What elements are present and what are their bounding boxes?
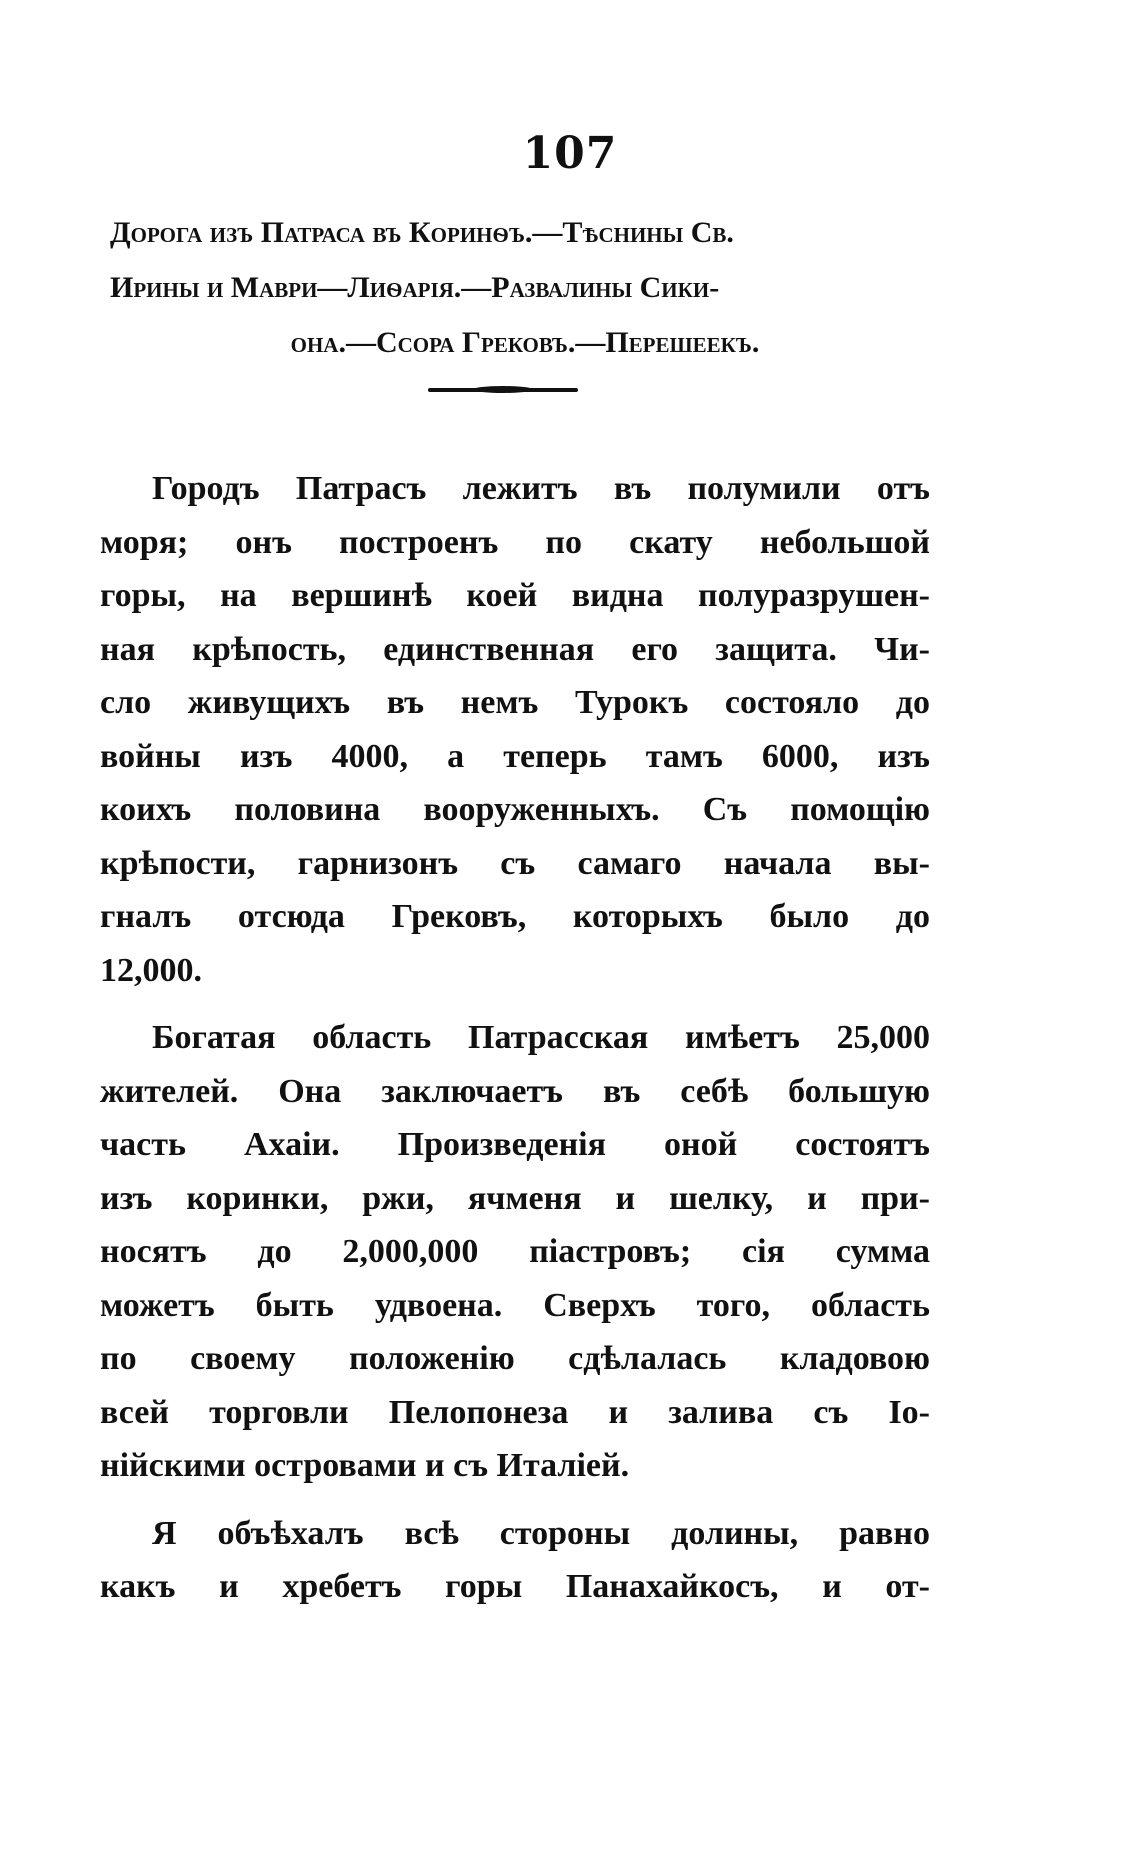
text-line: всей торговли Пелопонеза и залива съ Іо-: [100, 1393, 930, 1431]
heading-line: Дорога изъ Патраса въ Коринѳъ.—Тѣснины Св.: [110, 216, 734, 249]
text-line: какъ и хребетъ горы Панахайкосъ, и от-: [100, 1568, 930, 1605]
text-line: Богатая область Патрасская имѣетъ 25,000: [152, 1019, 930, 1056]
text-line: сло живущихъ въ немъ Турокъ состояло до: [100, 684, 930, 721]
text-line: моря; онъ построенъ по скату небольшой: [100, 523, 930, 561]
text-line: носятъ до 2,000,000 піастровъ; сія сумма: [100, 1233, 930, 1270]
heading-line: она.—Ссора Грековъ.—Перешеекъ.: [290, 326, 760, 359]
text-line: горы, на вершинѣ коей видна полуразрушен-: [100, 577, 930, 614]
text-line: нійскими островами и съ Италіей.: [100, 1447, 630, 1484]
paragraph-1: [100, 462, 930, 997]
text-line: по своему положенію сдѣлалась кладовою: [100, 1340, 930, 1377]
paragraph-2: [100, 1011, 930, 1493]
page-number: 107: [522, 128, 618, 179]
heading-line: Ирины и Маври—Лиѳарія.—Развалины Сики-: [110, 271, 720, 304]
ornamental-rule: [428, 388, 578, 392]
text-line: можетъ быть удвоена. Сверхъ того, область: [100, 1286, 930, 1324]
text-line: жителей. Она заключаетъ въ себѣ большую: [100, 1072, 930, 1110]
text-line: Я объѣхалъ всѣ стороны долины, равно: [152, 1514, 930, 1552]
text-line: крѣпости, гарнизонъ съ самаго начала вы-: [100, 844, 930, 882]
chapter-heading: [110, 205, 940, 370]
text-line: изъ коринки, ржи, ячменя и шелку, и при-: [100, 1179, 930, 1217]
text-line: часть Ахаіи. Произведенія оной состоятъ: [100, 1126, 930, 1163]
text-line: гналъ отсюда Грековъ, которыхъ было до: [100, 898, 930, 935]
text-line: коихъ половина вооруженныхъ. Съ помощію: [100, 791, 930, 828]
text-line: войны изъ 4000, а теперь тамъ 6000, изъ: [100, 737, 930, 775]
paragraph-3: [100, 1507, 930, 1614]
text-line: ная крѣпость, единственная его защита. Чи-: [100, 630, 930, 668]
body-text: [100, 462, 930, 1628]
text-line: Городъ Патрасъ лежитъ въ полумили отъ: [152, 470, 930, 507]
text-line: 12,000.: [100, 951, 202, 989]
